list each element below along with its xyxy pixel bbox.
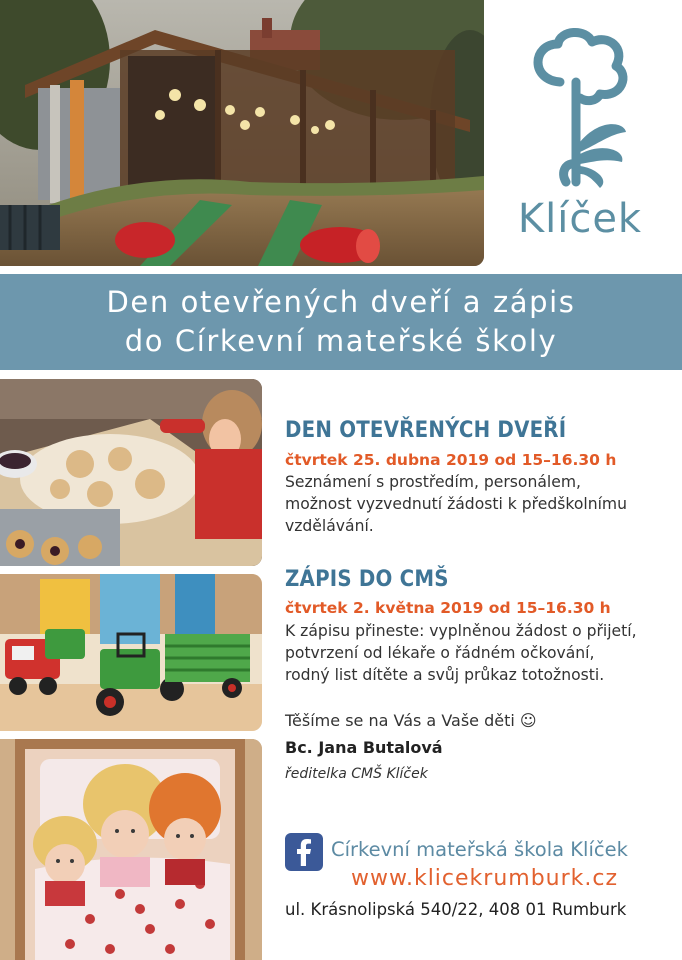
greeting-text: Těšíme se na Vás a Vaše děti ☺ bbox=[285, 711, 537, 730]
photo-dolls-in-bed bbox=[0, 739, 262, 960]
open-day-description bbox=[285, 471, 670, 537]
open-day-line: Seznámení s prostředím, personálem, bbox=[285, 473, 581, 491]
open-day-line: vzdělávání. bbox=[285, 517, 374, 535]
enrollment-line: rodný list dítěte a svůj průkaz totožnosti. bbox=[285, 666, 605, 684]
title-banner bbox=[0, 274, 682, 370]
address-text: ul. Krásnolipská 540/22, 408 01 Rumburk bbox=[285, 900, 627, 919]
banner-title-line-2: do Církevní mateřské školy bbox=[124, 324, 558, 358]
open-day-date: čtvrtek 25. dubna 2019 od 15–16.30 h bbox=[285, 451, 617, 469]
open-day-heading: DEN OTEVŘENÝCH DVEŘÍ bbox=[285, 418, 567, 443]
key-tree-logo-icon bbox=[500, 22, 660, 197]
banner-title-line-1: Den otevřených dveří a zápis bbox=[106, 285, 576, 319]
enrollment-line: potvrzení od lékaře o řádném očkování, bbox=[285, 644, 595, 662]
open-day-line: možnost vyzvednutí žádosti k předškolnímu bbox=[285, 495, 627, 513]
logo-wordmark: Klíček bbox=[517, 196, 643, 242]
hero-photo-building bbox=[0, 0, 484, 266]
signature-title: ředitelka CMŠ Klíček bbox=[285, 766, 428, 782]
facebook-icon[interactable] bbox=[285, 833, 323, 871]
enrollment-date: čtvrtek 2. května 2019 od 15–16.30 h bbox=[285, 599, 611, 617]
facebook-page-link[interactable]: Církevní mateřská škola Klíček bbox=[331, 838, 628, 861]
photo-children-baking bbox=[0, 379, 262, 566]
enrollment-line: K zápisu přineste: vyplněnou žádost o přijetí, bbox=[285, 622, 637, 640]
enrollment-description bbox=[285, 620, 675, 686]
signature-name: Bc. Jana Butalová bbox=[285, 738, 443, 757]
enrollment-heading: ZÁPIS DO CMŠ bbox=[285, 567, 449, 592]
photo-wooden-toys bbox=[0, 574, 262, 731]
website-link[interactable]: www.klicekrumburk.cz bbox=[351, 866, 619, 891]
